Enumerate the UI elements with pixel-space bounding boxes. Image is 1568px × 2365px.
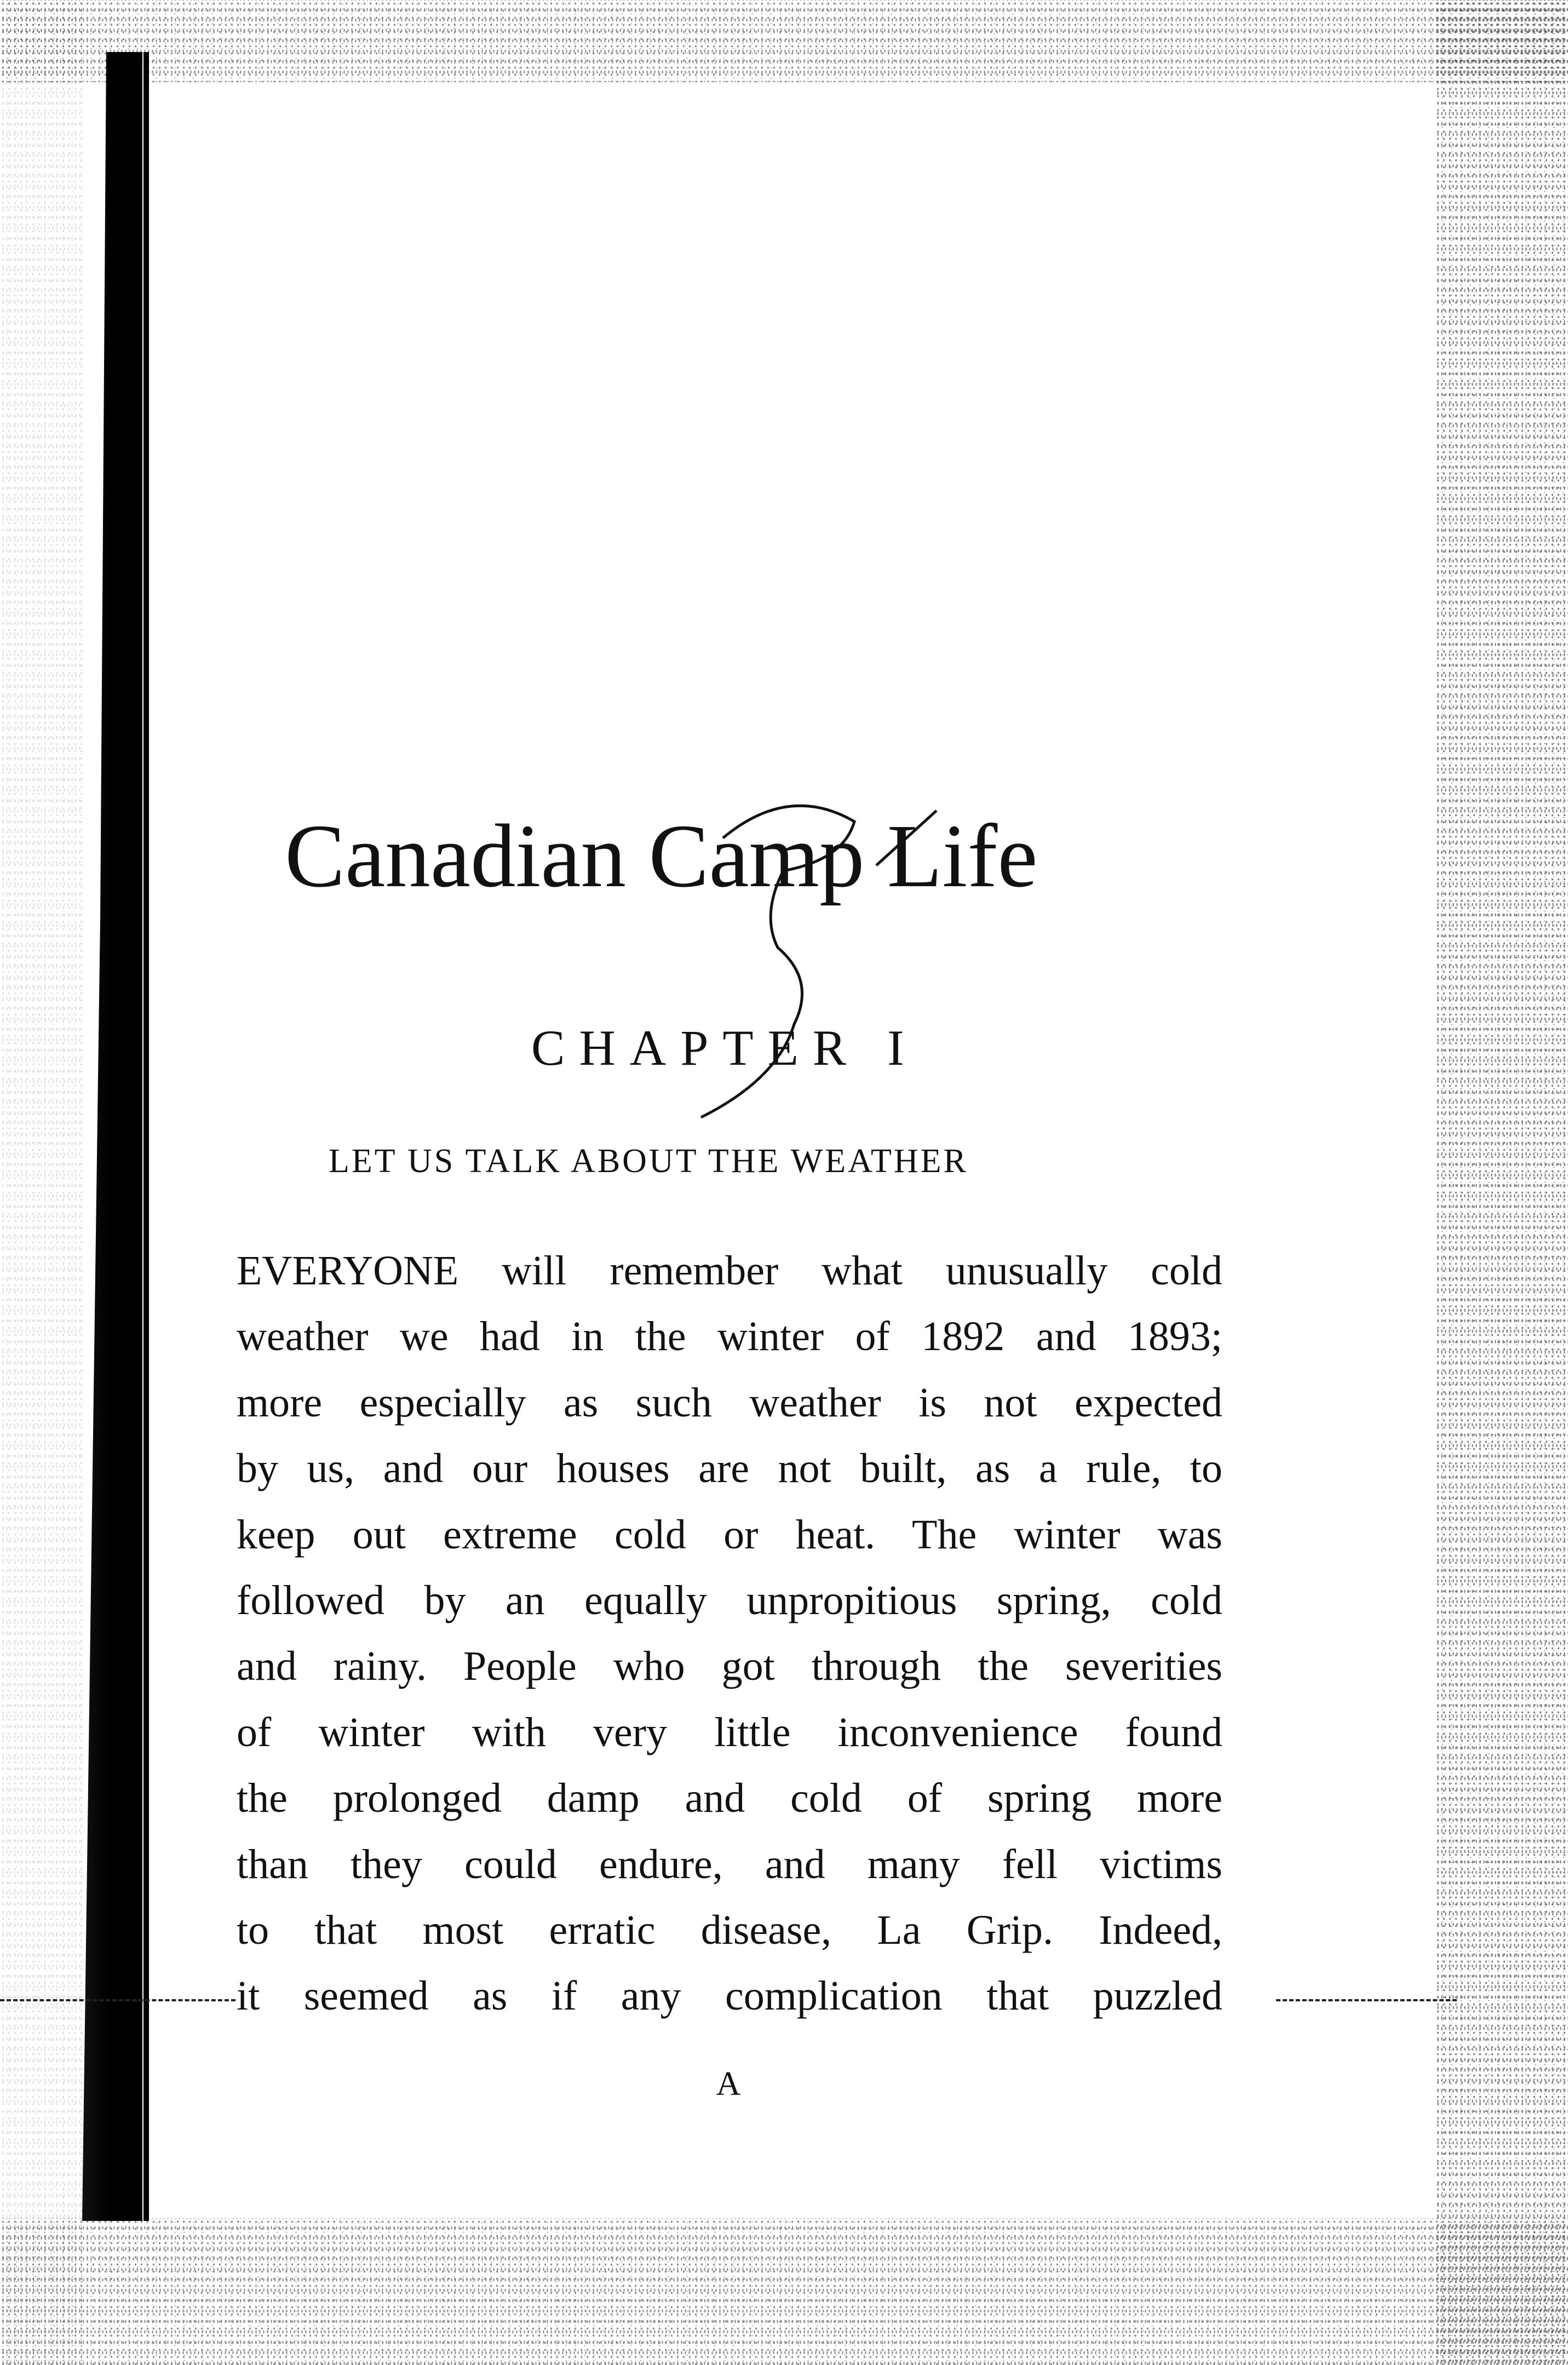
- binding-edge-line: [143, 52, 149, 2221]
- scan-dash-left: [0, 1999, 236, 2001]
- scan-noise-left: [0, 0, 82, 2365]
- chapter-subtitle: LET US TALK ABOUT THE WEATHER: [329, 1143, 968, 1180]
- body-line: followed by an equally unpropitious spring, cold: [237, 1577, 1222, 1623]
- scan-dash-right: [1276, 1999, 1457, 2001]
- body-line: more especially as such weather is not expected: [237, 1379, 1222, 1426]
- scan-noise-top: [0, 0, 1568, 82]
- body-line: weather we had in the winter of 1892 and 1893;: [237, 1313, 1222, 1360]
- body-line: keep out extreme cold or heat. The winter was: [237, 1511, 1222, 1558]
- body-line: and rainy. People who got through the severities: [237, 1643, 1222, 1690]
- body-line: by us, and our houses are not built, as a rule, to: [237, 1445, 1222, 1492]
- body-line: EVERYONE will remember what unusually cold: [237, 1248, 1222, 1294]
- body-line: to that most erratic disease, La Grip. Indeed,: [237, 1907, 1222, 1953]
- scan-noise-right: [1435, 0, 1568, 2365]
- signature-mark: A: [716, 2065, 741, 2103]
- body-text: [237, 1238, 1222, 2029]
- body-line: than they could endure, and many fell victims: [237, 1841, 1222, 1887]
- scan-noise-bottom: [0, 2218, 1568, 2365]
- book-title: Canadian Camp Life: [285, 806, 1038, 906]
- body-line: it seemed as if any complication that puzzled: [237, 1973, 1222, 2019]
- binding-shadow: [82, 52, 142, 2221]
- chapter-heading: CHAPTER I: [531, 1020, 918, 1076]
- body-line: of winter with very little inconvenience found: [237, 1709, 1222, 1755]
- body-line: the prolonged damp and cold of spring more: [237, 1775, 1222, 1822]
